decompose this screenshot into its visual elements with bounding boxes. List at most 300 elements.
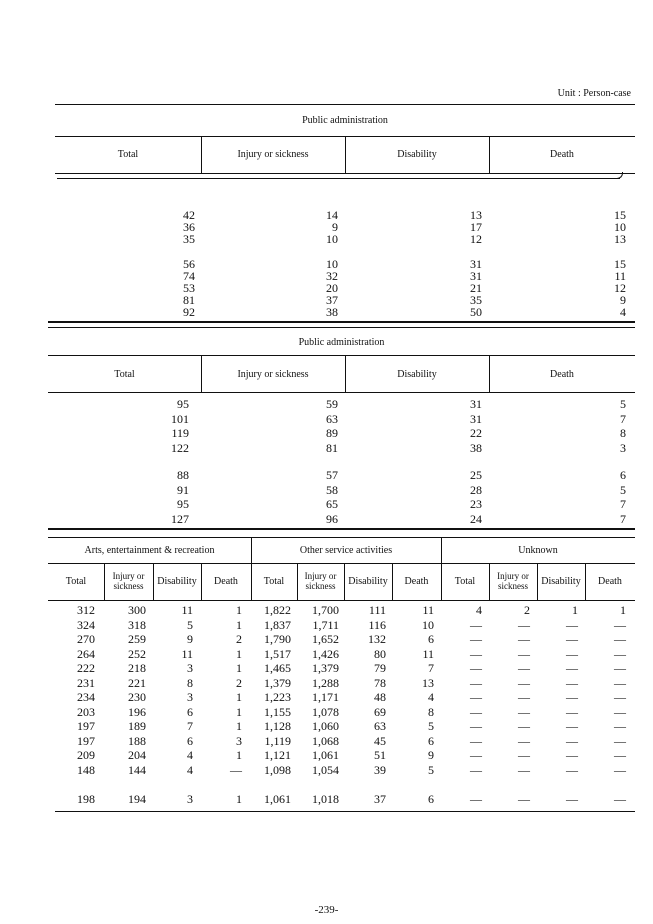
cell-value xyxy=(312,778,339,793)
cell-value: 3 xyxy=(187,661,193,676)
cell-value: 1 xyxy=(236,603,242,617)
cell-value: 1,171 xyxy=(312,690,339,705)
cell-value: 6 xyxy=(428,792,434,807)
cell-value: 231 xyxy=(77,675,95,690)
cell-value: — xyxy=(518,719,530,734)
cell-value: 80 xyxy=(374,646,386,661)
cell-value: — xyxy=(518,748,530,763)
cell-value: 6 xyxy=(428,632,434,647)
cell-value: — xyxy=(470,748,482,763)
cell-value: 270 xyxy=(77,632,95,647)
cell-value: 1 xyxy=(236,646,242,661)
cell-value: — xyxy=(518,690,530,705)
col-header-total: Total xyxy=(117,149,139,160)
cell-value xyxy=(181,778,193,793)
cell-value: 6 xyxy=(620,468,626,482)
cell-value xyxy=(230,778,242,793)
group-header-arts: Arts, entertainment & recreation xyxy=(84,545,215,556)
cell-value: 1,517 xyxy=(264,646,291,661)
sub-header-death: Death xyxy=(598,576,622,587)
cell-value: 196 xyxy=(128,704,146,719)
cell-value: 81 xyxy=(183,293,195,308)
cell-value xyxy=(128,778,146,793)
cell-value: — xyxy=(518,792,530,807)
cell-value: 2 xyxy=(236,632,242,647)
cell-value: 197 xyxy=(77,719,95,734)
cell-value: 264 xyxy=(77,646,95,661)
cell-value: — xyxy=(470,661,482,676)
cell-value: 1 xyxy=(620,603,626,617)
cell-value xyxy=(77,778,95,793)
cell-value: 1,379 xyxy=(264,675,291,690)
cell-value: — xyxy=(470,763,482,778)
cell-value: 1,465 xyxy=(264,661,291,676)
cell-value: 69 xyxy=(374,704,386,719)
t3-other-death xyxy=(422,603,434,807)
sub-header-death: Death xyxy=(214,576,238,587)
cell-value: 57 xyxy=(326,468,338,482)
cell-value: 15 xyxy=(614,257,626,271)
t2-disability-a xyxy=(470,397,482,455)
t3-other-injury xyxy=(312,603,339,807)
cell-value: 25 xyxy=(470,468,482,482)
cell-value: 1,061 xyxy=(312,748,339,763)
cell-value: — xyxy=(470,617,482,632)
cell-value: — xyxy=(470,632,482,647)
sub-header-total: Total xyxy=(65,576,87,587)
cell-value: 65 xyxy=(326,497,338,512)
cell-value: 1,054 xyxy=(312,763,339,778)
t3-other-total xyxy=(264,603,291,807)
col-header-death: Death xyxy=(550,369,574,380)
cell-value: — xyxy=(566,719,578,734)
cell-value: 101 xyxy=(171,411,189,426)
cell-value: 38 xyxy=(470,440,482,455)
cell-value: 13 xyxy=(470,208,482,222)
col-header-death: Death xyxy=(550,149,574,160)
rule xyxy=(48,528,635,530)
col-header-injury: Injury or sickness xyxy=(237,149,309,160)
cell-value: 3 xyxy=(187,690,193,705)
cell-value: 1,018 xyxy=(312,792,339,807)
cell-value: 7 xyxy=(620,497,626,512)
cell-value: 13 xyxy=(422,675,434,690)
cell-value xyxy=(368,778,386,793)
cell-value: 31 xyxy=(470,397,482,411)
cell-value: 144 xyxy=(128,763,146,778)
cell-value: 4 xyxy=(187,748,193,763)
cell-value: 4 xyxy=(187,763,193,778)
cell-value: 1,121 xyxy=(264,748,291,763)
t3-unknown-total xyxy=(470,603,482,807)
cell-value: 221 xyxy=(128,675,146,690)
cell-value: — xyxy=(566,632,578,647)
cell-value: 194 xyxy=(128,792,146,807)
cell-value: — xyxy=(518,646,530,661)
cell-value xyxy=(264,778,291,793)
t1-total-b xyxy=(183,258,195,318)
unit-label: Unit : Person-case xyxy=(557,88,631,99)
t2-disability-b xyxy=(470,468,482,526)
t2-injury-b xyxy=(326,468,338,526)
cell-value: 209 xyxy=(77,748,95,763)
cell-value: 222 xyxy=(77,661,95,676)
cell-value: 6 xyxy=(187,704,193,719)
group-header-other: Other service activities xyxy=(299,545,393,556)
rule xyxy=(48,600,635,601)
cell-value: 1,288 xyxy=(312,675,339,690)
cell-value: 1,379 xyxy=(312,661,339,676)
cell-value: 78 xyxy=(374,675,386,690)
cell-value: 89 xyxy=(326,426,338,441)
cell-value: 95 xyxy=(177,397,189,411)
cell-value: 12 xyxy=(470,232,482,247)
t1-injury-a xyxy=(326,209,338,245)
cell-value: 189 xyxy=(128,719,146,734)
cell-value: 148 xyxy=(77,763,95,778)
cell-value: 36 xyxy=(183,220,195,235)
cell-value: 10 xyxy=(422,617,434,632)
cell-value: 5 xyxy=(428,763,434,778)
rule xyxy=(55,173,635,174)
cell-value: 51 xyxy=(374,748,386,763)
cell-value: 1,068 xyxy=(312,733,339,748)
cell-value: 1 xyxy=(236,617,242,632)
cell-value: — xyxy=(470,646,482,661)
cell-value: — xyxy=(566,733,578,748)
sub-header-disability: Disability xyxy=(348,576,388,587)
cell-value: 4 xyxy=(476,603,482,617)
cell-value: — xyxy=(566,704,578,719)
rule xyxy=(48,392,635,393)
cell-value: 10 xyxy=(326,232,338,247)
cell-value: 7 xyxy=(620,511,626,526)
cell-value: — xyxy=(614,661,626,676)
cell-value: 59 xyxy=(326,397,338,411)
t3-arts-total xyxy=(77,603,95,807)
cell-value: 63 xyxy=(326,411,338,426)
t1-disability-a xyxy=(470,209,482,245)
cell-value: 1 xyxy=(236,748,242,763)
brace-mark xyxy=(616,172,623,179)
cell-value: 1,700 xyxy=(312,603,339,617)
sub-header-death: Death xyxy=(404,576,429,587)
t1-total-a xyxy=(183,209,195,245)
cell-value: 7 xyxy=(620,411,626,426)
cell-value: — xyxy=(614,646,626,661)
cell-value: 24 xyxy=(470,511,482,526)
t1-disability-b xyxy=(470,258,482,318)
cell-value: 1,822 xyxy=(264,603,291,617)
rule xyxy=(55,104,635,105)
cell-value: 234 xyxy=(77,690,95,705)
cell-value: 6 xyxy=(428,733,434,748)
cell-value: — xyxy=(614,763,626,778)
cell-value: 23 xyxy=(470,497,482,512)
cell-value: 91 xyxy=(177,482,189,497)
cell-value: — xyxy=(470,690,482,705)
cell-value: 1 xyxy=(236,719,242,734)
cell-value: — xyxy=(518,617,530,632)
cell-value: 127 xyxy=(171,511,189,526)
cell-value: 37 xyxy=(326,293,338,308)
page-number: -239- xyxy=(314,904,339,916)
t2-total-b xyxy=(171,468,189,526)
cell-value: 132 xyxy=(368,632,386,647)
cell-value: 5 xyxy=(428,719,434,734)
cell-value: 1,128 xyxy=(264,719,291,734)
cell-value: 119 xyxy=(171,426,189,441)
cell-value: 95 xyxy=(177,497,189,512)
cell-value: 218 xyxy=(128,661,146,676)
cell-value: — xyxy=(566,661,578,676)
cell-value: 1,652 xyxy=(312,632,339,647)
col-header-total: Total xyxy=(114,369,135,380)
cell-value: 7 xyxy=(187,719,193,734)
col-header-disability: Disability xyxy=(397,149,437,160)
cell-value: 35 xyxy=(470,293,482,308)
cell-value: 11 xyxy=(181,646,193,661)
cell-value: 188 xyxy=(128,733,146,748)
cell-value: 63 xyxy=(374,719,386,734)
cell-value: 31 xyxy=(470,257,482,271)
cell-value: — xyxy=(566,646,578,661)
cell-value: 1,060 xyxy=(312,719,339,734)
cell-value: 1,119 xyxy=(264,733,291,748)
cell-value: 2 xyxy=(524,603,530,617)
cell-value: 1 xyxy=(572,603,578,617)
sub-header-total: Total xyxy=(263,576,285,587)
cell-value: — xyxy=(614,617,626,632)
rule xyxy=(48,355,635,356)
col-header-disability: Disability xyxy=(397,369,437,380)
cell-value: 45 xyxy=(374,733,386,748)
cell-value xyxy=(614,778,626,793)
cell-value xyxy=(470,778,482,793)
cell-value: 5 xyxy=(620,397,626,411)
t2-death-a xyxy=(620,397,626,455)
t3-arts-disability xyxy=(181,603,193,807)
cell-value: 2 xyxy=(236,675,242,690)
t2-death-b xyxy=(620,468,626,526)
cell-value: 11 xyxy=(181,603,193,617)
cell-value: 6 xyxy=(187,733,193,748)
cell-value: 37 xyxy=(374,792,386,807)
cell-value: 81 xyxy=(326,440,338,455)
col-header-injury: Injury or sickness xyxy=(237,369,309,380)
cell-value: 5 xyxy=(187,617,193,632)
cell-value: 53 xyxy=(183,281,195,296)
cell-value: 50 xyxy=(470,305,482,320)
cell-value: 203 xyxy=(77,704,95,719)
cell-value: — xyxy=(566,617,578,632)
rule xyxy=(57,178,620,179)
table-2-title: Public administration xyxy=(298,337,385,348)
cell-value: 122 xyxy=(171,440,189,455)
t3-other-disability xyxy=(368,603,386,807)
cell-value: 1 xyxy=(236,661,242,676)
cell-value: 10 xyxy=(614,220,626,235)
cell-value: — xyxy=(230,763,242,778)
cell-value: 17 xyxy=(470,220,482,235)
cell-value: — xyxy=(566,748,578,763)
cell-value: — xyxy=(614,733,626,748)
sub-header-injury: Injury or sickness xyxy=(112,571,145,591)
cell-value: 96 xyxy=(326,511,338,526)
cell-value: — xyxy=(518,763,530,778)
cell-value: — xyxy=(566,690,578,705)
cell-value: 28 xyxy=(470,482,482,497)
cell-value: — xyxy=(566,675,578,690)
cell-value: 15 xyxy=(614,208,626,222)
cell-value: 1,223 xyxy=(264,690,291,705)
cell-value: 8 xyxy=(620,426,626,441)
table-1-title: Public administration xyxy=(302,115,388,126)
cell-value: 14 xyxy=(326,208,338,222)
cell-value: — xyxy=(470,719,482,734)
cell-value: — xyxy=(566,763,578,778)
cell-value xyxy=(518,778,530,793)
cell-value: 13 xyxy=(614,232,626,247)
cell-value: 1,061 xyxy=(264,792,291,807)
cell-value: 259 xyxy=(128,632,146,647)
cell-value: 56 xyxy=(183,257,195,271)
t3-unknown-disability xyxy=(566,603,578,807)
cell-value: 252 xyxy=(128,646,146,661)
cell-value: — xyxy=(614,675,626,690)
cell-value: — xyxy=(470,675,482,690)
sub-header-disability: Disability xyxy=(157,576,197,587)
cell-value: 300 xyxy=(128,603,146,617)
cell-value: 9 xyxy=(620,293,626,308)
cell-value: — xyxy=(614,792,626,807)
cell-value: 9 xyxy=(428,748,434,763)
cell-value: 74 xyxy=(183,269,195,284)
cell-value: 1,711 xyxy=(312,617,339,632)
cell-value: 38 xyxy=(326,305,338,320)
cell-value: — xyxy=(614,748,626,763)
cell-value: 35 xyxy=(183,232,195,247)
cell-value: 31 xyxy=(470,269,482,284)
cell-value: 7 xyxy=(428,661,434,676)
cell-value: 1 xyxy=(236,792,242,807)
cell-value: 1,426 xyxy=(312,646,339,661)
t2-total-a xyxy=(171,397,189,455)
cell-value xyxy=(566,778,578,793)
sub-header-injury: Injury or sickness xyxy=(497,571,529,591)
cell-value: 1,790 xyxy=(264,632,291,647)
cell-value: 58 xyxy=(326,482,338,497)
cell-value: 8 xyxy=(187,675,193,690)
cell-value: 11 xyxy=(614,269,626,284)
cell-value: 9 xyxy=(187,632,193,647)
cell-value: — xyxy=(518,704,530,719)
cell-value: 197 xyxy=(77,733,95,748)
cell-value: 1,098 xyxy=(264,763,291,778)
cell-value: — xyxy=(614,704,626,719)
sub-header-injury: Injury or sickness xyxy=(304,571,337,591)
cell-value: — xyxy=(470,792,482,807)
cell-value: — xyxy=(470,733,482,748)
cell-value: 1,078 xyxy=(312,704,339,719)
cell-value: 79 xyxy=(374,661,386,676)
cell-value: 12 xyxy=(614,281,626,296)
cell-value: 11 xyxy=(422,646,434,661)
cell-value: 42 xyxy=(183,208,195,222)
cell-value: 21 xyxy=(470,281,482,296)
cell-value: 8 xyxy=(428,704,434,719)
rule xyxy=(48,563,635,564)
cell-value: 92 xyxy=(183,305,195,320)
cell-value: 10 xyxy=(326,257,338,271)
t2-injury-a xyxy=(326,397,338,455)
group-header-unknown: Unknown xyxy=(518,545,558,556)
cell-value: 11 xyxy=(422,603,434,617)
rule xyxy=(48,537,635,538)
cell-value: 1 xyxy=(236,690,242,705)
rule xyxy=(48,327,635,328)
cell-value: 1 xyxy=(236,704,242,719)
cell-value: 116 xyxy=(368,617,386,632)
rule xyxy=(48,321,635,323)
t3-arts-injury xyxy=(128,603,146,807)
t3-unknown-injury xyxy=(518,603,530,807)
cell-value: 4 xyxy=(620,305,626,320)
t1-death-b xyxy=(614,258,626,318)
cell-value: 312 xyxy=(77,603,95,617)
cell-value: 230 xyxy=(128,690,146,705)
t3-arts-death xyxy=(230,603,242,807)
cell-value: 32 xyxy=(326,269,338,284)
rule xyxy=(55,811,635,812)
t1-death-a xyxy=(614,209,626,245)
cell-value xyxy=(422,778,434,793)
cell-value: 9 xyxy=(332,220,338,235)
cell-value: 198 xyxy=(77,792,95,807)
t3-unknown-death xyxy=(614,603,626,807)
cell-value: 3 xyxy=(236,733,242,748)
sub-header-total: Total xyxy=(454,576,476,587)
cell-value: — xyxy=(614,632,626,647)
cell-value: 39 xyxy=(374,763,386,778)
cell-value: 318 xyxy=(128,617,146,632)
cell-value: 3 xyxy=(620,440,626,455)
cell-value: 20 xyxy=(326,281,338,296)
cell-value: — xyxy=(518,632,530,647)
cell-value: — xyxy=(518,675,530,690)
cell-value: 111 xyxy=(368,603,386,617)
cell-value: — xyxy=(518,733,530,748)
cell-value: — xyxy=(614,690,626,705)
cell-value: 324 xyxy=(77,617,95,632)
cell-value: 1,155 xyxy=(264,704,291,719)
cell-value: 3 xyxy=(187,792,193,807)
t1-injury-b xyxy=(326,258,338,318)
cell-value: — xyxy=(518,661,530,676)
cell-value: 5 xyxy=(620,482,626,497)
cell-value: 204 xyxy=(128,748,146,763)
sub-header-disability: Disability xyxy=(541,576,581,587)
cell-value: — xyxy=(470,704,482,719)
cell-value: 48 xyxy=(374,690,386,705)
cell-value: — xyxy=(614,719,626,734)
cell-value: — xyxy=(566,792,578,807)
cell-value: 88 xyxy=(177,468,189,482)
cell-value: 31 xyxy=(470,411,482,426)
cell-value: 4 xyxy=(428,690,434,705)
cell-value: 1,837 xyxy=(264,617,291,632)
cell-value: 22 xyxy=(470,426,482,441)
